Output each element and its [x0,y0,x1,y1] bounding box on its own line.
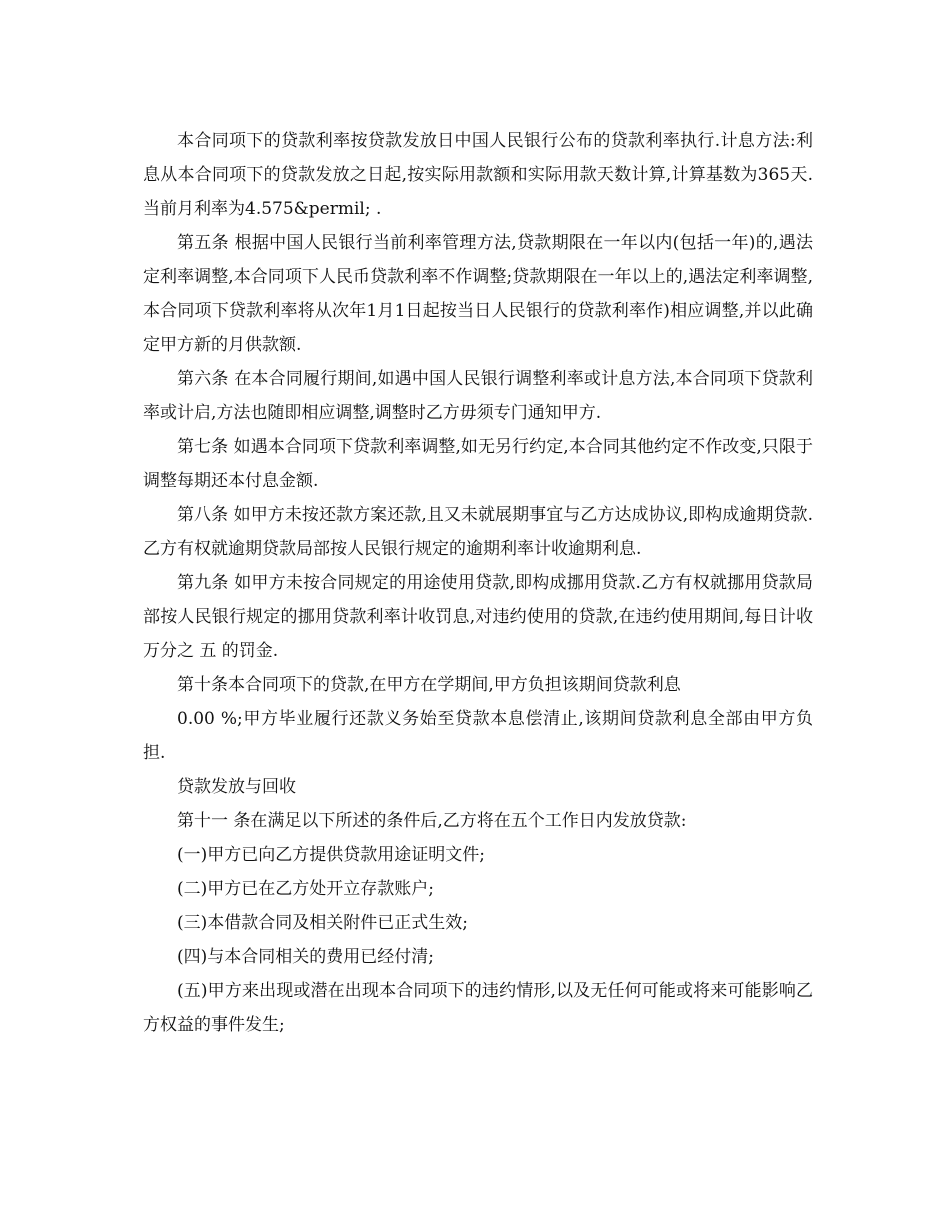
paragraph-article-10: 第十条本合同项下的贷款,在甲方在学期间,甲方负担该期间贷款利息 [177,675,681,695]
paragraph-article-5: 第五条 根据中国人民银行当前利率管理方法,贷款期限在一年以内(包括一年)的,遇法定利率调整,本合同项下人民币贷款利率不作调整;贷款期限在一年以上的,遇法定利率调整,本合同项下贷款利率将从次年1月1日起按当日人民银行的贷款利率作)相应调整,并以此确定甲方新的月供款额. [143,233,813,355]
paragraph-article-10-continued: 0.00 %;甲方毕业履行还款义务始至贷款本息偿清止,该期间贷款利息全部由甲方负担. [143,709,813,763]
list-item-condition-1: (一)甲方已向乙方提供贷款用途证明文件; [177,845,485,865]
list-item-condition-3: (三)本借款合同及相关附件已正式生效; [177,913,468,933]
document-body [143,124,813,1042]
paragraph-interest-rate: 本合同项下的贷款利率按贷款发放日中国人民银行公布的贷款利率执行.计息方法:利息从本合同项下的贷款发放之日起,按实际用款额和实际用款天数计算,计算基数为365天.当前月利率为4.575&permil; . [143,131,813,219]
paragraph-article-7: 第七条 如遇本合同项下贷款利率调整,如无另行约定,本合同其他约定不作改变,只限于调整每期还本付息金额. [143,437,813,491]
section-heading-loan-disbursement: 贷款发放与回收 [177,777,296,797]
list-item-condition-4: (四)与本合同相关的费用已经付清; [177,947,434,967]
paragraph-article-9: 第九条 如甲方未按合同规定的用途使用贷款,即构成挪用贷款.乙方有权就挪用贷款局部按人民银行规定的挪用贷款利率计收罚息,对违约使用的贷款,在违约使用期间,每日计收万分之 五 的罚金. [143,573,813,661]
list-item-condition-5: (五)甲方来出现或潜在出现本合同项下的违约情形,以及无任何可能或将来可能影响乙方权益的事件发生; [143,981,813,1035]
paragraph-article-6: 第六条 在本合同履行期间,如遇中国人民银行调整利率或计息方法,本合同项下贷款利率或计启,方法也随即相应调整,调整时乙方毋须专门通知甲方. [143,369,813,423]
list-item-condition-2: (二)甲方已在乙方处开立存款账户; [177,879,434,899]
paragraph-article-11: 第十一 条在满足以下所述的条件后,乙方将在五个工作日内发放贷款: [177,811,687,831]
paragraph-article-8: 第八条 如甲方未按还款方案还款,且又未就展期事宜与乙方达成协议,即构成逾期贷款.乙方有权就逾期贷款局部按人民银行规定的逾期利率计收逾期利息. [143,505,813,559]
